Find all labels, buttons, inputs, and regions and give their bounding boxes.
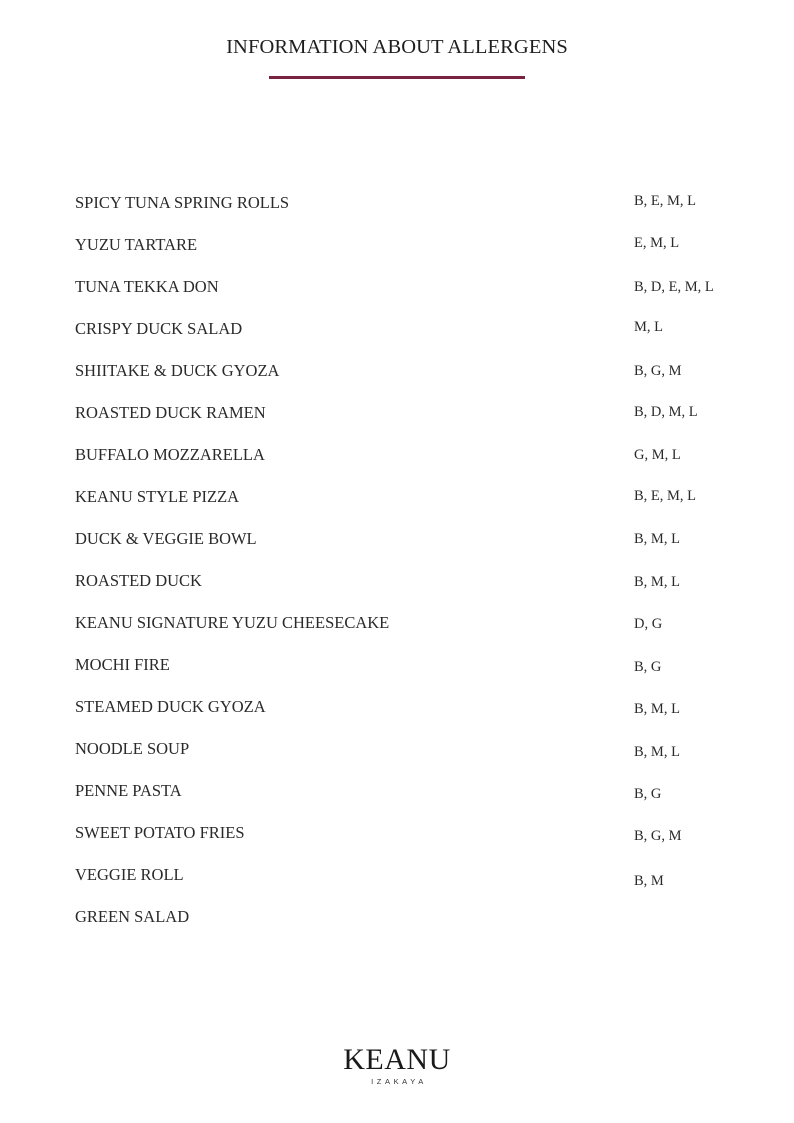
dish-name: NOODLE SOUP	[75, 739, 190, 758]
list-item	[75, 361, 735, 403]
dish-name: CRISPY DUCK SALAD	[75, 319, 243, 338]
keanu-logo	[0, 1044, 794, 1086]
list-item	[75, 739, 735, 781]
dish-name: GREEN SALAD	[75, 907, 190, 926]
dish-name: SWEET POTATO FRIES	[75, 823, 245, 842]
allergen-codes: B, M	[634, 873, 664, 889]
dish-name: SHIITAKE & DUCK GYOZA	[75, 361, 280, 380]
allergen-codes: B, E, M, L	[634, 193, 697, 209]
allergen-codes: B, M, L	[634, 744, 680, 760]
list-item	[75, 613, 735, 655]
list-item	[75, 403, 735, 445]
allergen-codes: M, L	[634, 319, 663, 335]
list-item	[75, 487, 735, 529]
dish-name: VEGGIE ROLL	[75, 865, 184, 884]
dish-name: ROASTED DUCK	[75, 571, 202, 590]
logo-wordmark: KEANU	[343, 1043, 451, 1076]
logo-subtitle: IZAKAYA	[371, 1077, 427, 1086]
allergen-codes: B, D, E, M, L	[634, 279, 714, 295]
title-divider	[269, 76, 525, 79]
list-item	[75, 571, 735, 613]
list-item	[75, 655, 735, 697]
allergen-codes: B, G	[634, 786, 662, 802]
dish-name: BUFFALO MOZZARELLA	[75, 445, 265, 464]
list-item	[75, 697, 735, 739]
dish-name: KEANU STYLE PIZZA	[75, 487, 240, 506]
dish-name: DUCK & VEGGIE BOWL	[75, 529, 257, 548]
allergen-codes: B, M, L	[634, 531, 680, 547]
dish-name: TUNA TEKKA DON	[75, 277, 219, 296]
list-item	[75, 823, 735, 865]
list-item	[75, 907, 735, 949]
list-item	[75, 445, 735, 487]
allergen-codes: B, E, M, L	[634, 488, 697, 504]
allergen-codes: B, G	[634, 659, 662, 675]
allergen-codes: B, M, L	[634, 701, 680, 717]
list-item	[75, 319, 735, 361]
allergen-codes: B, G, M	[634, 363, 682, 379]
dish-name: SPICY TUNA SPRING ROLLS	[75, 193, 290, 212]
allergen-list	[75, 193, 735, 949]
list-item	[75, 277, 735, 319]
list-item	[75, 865, 735, 907]
allergen-codes: D, G	[634, 616, 663, 632]
dish-name: KEANU SIGNATURE YUZU CHEESECAKE	[75, 613, 390, 632]
dish-name: STEAMED DUCK GYOZA	[75, 697, 266, 716]
allergen-codes: E, M, L	[634, 235, 680, 251]
dish-name: MOCHI FIRE	[75, 655, 170, 674]
allergen-codes: B, G, M	[634, 828, 682, 844]
list-item	[75, 529, 735, 571]
allergen-codes: B, D, M, L	[634, 404, 698, 420]
allergen-codes: B, M, L	[634, 574, 680, 590]
list-item	[75, 193, 735, 235]
dish-name: ROASTED DUCK RAMEN	[75, 403, 266, 422]
list-item	[75, 235, 735, 277]
allergen-codes: G, M, L	[634, 447, 681, 463]
list-item	[75, 781, 735, 823]
dish-name: PENNE PASTA	[75, 781, 182, 800]
dish-name: YUZU TARTARE	[75, 235, 198, 254]
page-title: INFORMATION ABOUT ALLERGENS	[226, 36, 568, 58]
